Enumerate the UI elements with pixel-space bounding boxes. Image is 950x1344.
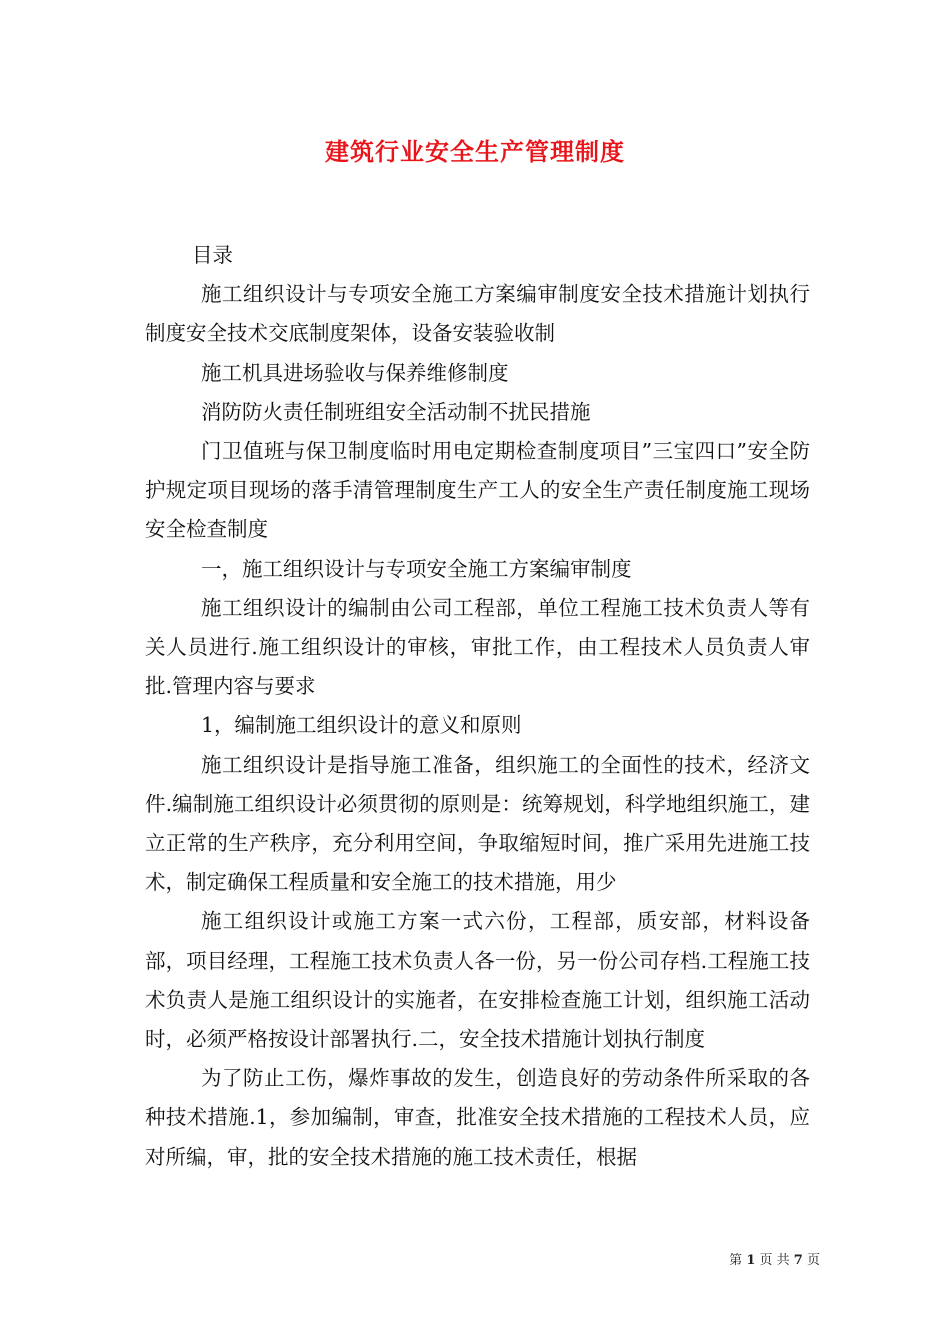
- footer-current-page: 1: [746, 1253, 756, 1268]
- page-footer: [690, 1249, 820, 1268]
- body-paragraph: 为了防止工伤，爆炸事故的发生，创造良好的劳动条件所采取的各种技术措施.1，参加编制，审查，批准安全技术措施的工程技术人员，应对所编，审，批的安全技术措施的施工技术责任，根据: [145, 1066, 810, 1169]
- toc-heading: 目录: [192, 243, 233, 267]
- footer-suffix: 页: [806, 1253, 820, 1268]
- toc-line: 施工机具进场验收与保养维修制度: [201, 360, 509, 385]
- section-heading: 一，施工组织设计与专项安全施工方案编审制度: [201, 556, 632, 581]
- body-paragraph: 施工组织设计或施工方案一式六份，工程部，质安部，材料设备部，项目经理，工程施工技术负责人各一份，另一份公司存档.工程施工技术负责人是施工组织设计的实施者，在安排检查施工计划，组织施工活动时，必须严格按设计部署执行.二，安全技术措施计划执行制度: [145, 909, 810, 1052]
- body-paragraph: 施工组织设计的编制由公司工程部，单位工程施工技术负责人等有关人员进行.施工组织设计的审核，审批工作，由工程技术人员负责人审批.管理内容与要求: [145, 595, 810, 699]
- footer-middle: 页 共: [759, 1253, 790, 1268]
- footer-total-pages: 7: [793, 1253, 803, 1268]
- document-body: [145, 236, 810, 1177]
- toc-line: 门卫值班与保卫制度临时用电定期检查制度项目”三宝四口”安全防护规定项目现场的落手清管理制度生产工人的安全生产责任制度施工现场安全检查制度: [145, 439, 810, 542]
- footer-prefix: 第: [729, 1253, 743, 1268]
- body-paragraph: 施工组织设计是指导施工准备，组织施工的全面性的技术，经济文件.编制施工组织设计必须贯彻的原则是：统筹规划，科学地组织施工，建立正常的生产秩序，充分利用空间，争取缩短时间，推广采用先进施工技术，制定确保工程质量和安全施工的技术措施，用少: [145, 752, 810, 895]
- toc-line: 施工组织设计与专项安全施工方案编审制度安全技术措施计划执行制度安全技术交底制度架体，设备安装验收制: [145, 282, 810, 346]
- toc-line: 消防防火责任制班组安全活动制不扰民措施: [201, 399, 591, 424]
- document-title: 建筑行业安全生产管理制度: [325, 137, 625, 166]
- subsection-heading: 1，编制施工组织设计的意义和原则: [201, 713, 522, 738]
